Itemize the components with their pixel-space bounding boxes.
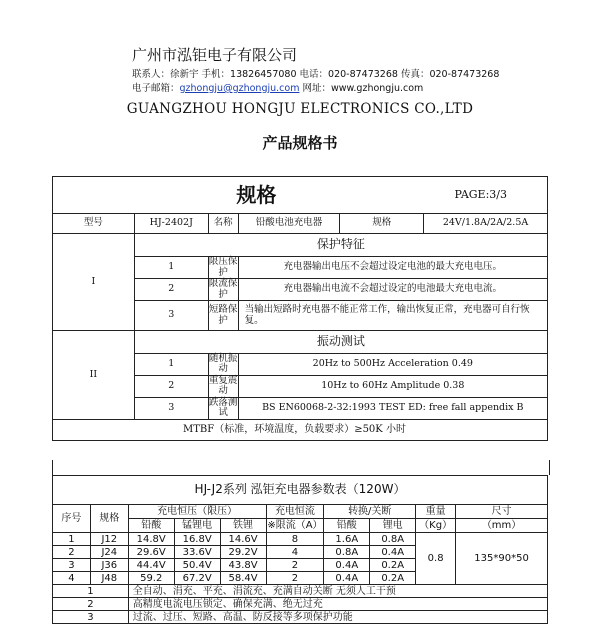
spec-label: 规格 bbox=[340, 214, 424, 234]
row-desc: 充电器输出电流不会超过设定的电池最大充电电流。 bbox=[238, 279, 547, 301]
section-1-title: 保护特征 bbox=[134, 234, 547, 257]
parameter-table-title: HJ-J2系列 泓钜充电器参数表（120W） bbox=[53, 476, 548, 505]
table-cell: 8 bbox=[266, 533, 324, 546]
name-label: 名称 bbox=[208, 214, 238, 234]
table-cell: 67.2V bbox=[174, 572, 220, 585]
header-mm: （mm） bbox=[456, 519, 548, 533]
feature-number: 3 bbox=[53, 611, 129, 624]
company-english-name: GUANGZHOU HONGJU ELECTRONICS CO.,LTD bbox=[126, 101, 474, 117]
row-desc: 充电器输出电压不会超过设定电池的最大充电电压。 bbox=[238, 257, 547, 279]
table-cell: 50.4V bbox=[174, 559, 220, 572]
section-2-title: 振动测试 bbox=[134, 331, 547, 354]
table-row-model: J24 bbox=[90, 546, 128, 559]
header-switch: 转换/关断 bbox=[324, 505, 416, 519]
parameter-table bbox=[52, 475, 548, 624]
header-cc: 充电恒流 bbox=[266, 505, 324, 519]
table-cell: 58.4V bbox=[220, 572, 266, 585]
header-seq: 序号 bbox=[53, 505, 91, 533]
header-spec: 规格 bbox=[90, 505, 128, 533]
table-cell: 2 bbox=[266, 559, 324, 572]
table-cell: 0.4A bbox=[370, 546, 416, 559]
table-separator bbox=[52, 460, 550, 475]
header-li2: 锂电 bbox=[370, 519, 416, 533]
mtbf-note: MTBF（标准，环境温度，负载要求）≥50K 小时 bbox=[53, 419, 548, 440]
row-number: 1 bbox=[134, 354, 208, 376]
section-2-number: II bbox=[53, 331, 135, 420]
table-cell: 14.8V bbox=[128, 533, 174, 546]
table-row-model: J48 bbox=[90, 572, 128, 585]
row-name: 短路保护 bbox=[208, 301, 238, 331]
table-row-model: J36 bbox=[90, 559, 128, 572]
name-value: 铅酸电池充电器 bbox=[238, 214, 340, 234]
model-value: HJ-2402J bbox=[134, 214, 208, 234]
table-cell: 4 bbox=[266, 546, 324, 559]
header-weight: 重量 bbox=[416, 505, 456, 519]
table-cell: 2 bbox=[266, 572, 324, 585]
row-number: 2 bbox=[134, 279, 208, 301]
email-link[interactable]: gzhongju@gzhongju.com bbox=[179, 83, 300, 94]
table-row-model: J12 bbox=[90, 533, 128, 546]
table-cell: 1.6A bbox=[324, 533, 370, 546]
table-cell: 29.6V bbox=[128, 546, 174, 559]
contact-info: 联系人：徐新宇 手机：13826457080 电话：020-87473268 传真：020-87473268 bbox=[132, 69, 500, 80]
email-label: 电子邮箱： bbox=[132, 83, 180, 94]
spec-table bbox=[52, 176, 548, 441]
email-web-line bbox=[132, 80, 423, 94]
row-name: 跌落测试 bbox=[208, 396, 238, 419]
table-row-num: 4 bbox=[53, 572, 91, 585]
row-number: 3 bbox=[134, 397, 208, 419]
table-cell: 0.4A bbox=[324, 572, 370, 585]
row-desc: 10Hz to 60Hz Amplitude 0.38 bbox=[238, 375, 547, 397]
header-limit: ※限流（A） bbox=[267, 520, 323, 531]
feature-text: 过流、过压、短路、高温、防反接等多项保护功能 bbox=[128, 611, 547, 624]
row-number: 2 bbox=[134, 375, 208, 397]
header-kg: （Kg） bbox=[416, 519, 456, 533]
company-name: 广州市泓钜电子有限公司 bbox=[132, 46, 298, 64]
feature-number: 2 bbox=[53, 598, 129, 611]
header-size: 尺寸 bbox=[456, 505, 548, 519]
feature-text: 全自动、涓充、平充、涓流充、充满自动关断 无须人工干预 bbox=[128, 585, 547, 598]
section-1-number: I bbox=[53, 234, 135, 331]
spec-title: 规格 bbox=[53, 177, 340, 214]
table-cell: 33.6V bbox=[174, 546, 220, 559]
header-cv: 充电恒压（限压） bbox=[128, 505, 266, 519]
size-value: 135*90*50 bbox=[456, 533, 548, 585]
table-cell: 14.6V bbox=[220, 533, 266, 546]
row-number: 1 bbox=[134, 257, 208, 279]
model-label: 型号 bbox=[53, 214, 135, 234]
feature-text: 高精度电流电压锁定、确保充满、绝无过充 bbox=[128, 598, 547, 611]
table-cell: 0.2A bbox=[370, 572, 416, 585]
table-cell: 43.8V bbox=[220, 559, 266, 572]
row-name: 限压保护 bbox=[208, 256, 238, 278]
weight-value: 0.8 bbox=[416, 533, 456, 585]
table-row-num: 1 bbox=[53, 533, 91, 546]
table-cell: 59.2 bbox=[128, 572, 174, 585]
row-name: 限流保护 bbox=[208, 278, 238, 300]
header-lead2: 铅酸 bbox=[324, 519, 370, 533]
document-title: 产品规格书 bbox=[262, 134, 338, 152]
row-number: 3 bbox=[134, 301, 208, 331]
web-label: 网址：www.gzhongju.com bbox=[299, 83, 424, 94]
table-cell: 29.2V bbox=[220, 546, 266, 559]
table-cell: 0.4A bbox=[324, 559, 370, 572]
table-cell: 0.8A bbox=[324, 546, 370, 559]
row-name: 重复震动 bbox=[208, 374, 238, 397]
row-desc: 当输出短路时充电器不能正常工作，输出恢复正常，充电器可自行恢复。 bbox=[238, 301, 547, 331]
table-cell: 0.2A bbox=[370, 559, 416, 572]
page-number: PAGE:3/3 bbox=[340, 177, 548, 214]
table-cell: 0.8A bbox=[370, 533, 416, 546]
spec-value: 24V/1.8A/2A/2.5A bbox=[424, 214, 548, 234]
table-cell: 44.4V bbox=[128, 559, 174, 572]
feature-number: 1 bbox=[53, 585, 129, 598]
header-limn: 锰锂电 bbox=[174, 519, 220, 533]
row-desc: BS EN60068-2-32:1993 TEST ED: free fall appendix B bbox=[238, 397, 547, 419]
row-desc: 20Hz to 500Hz Acceleration 0.49 bbox=[238, 354, 547, 376]
table-row-num: 3 bbox=[53, 559, 91, 572]
table-row-num: 2 bbox=[53, 546, 91, 559]
row-name: 随机振动 bbox=[208, 353, 238, 375]
header-fe: 铁锂 bbox=[220, 519, 266, 533]
header-lead: 铅酸 bbox=[128, 519, 174, 533]
table-cell: 16.8V bbox=[174, 533, 220, 546]
